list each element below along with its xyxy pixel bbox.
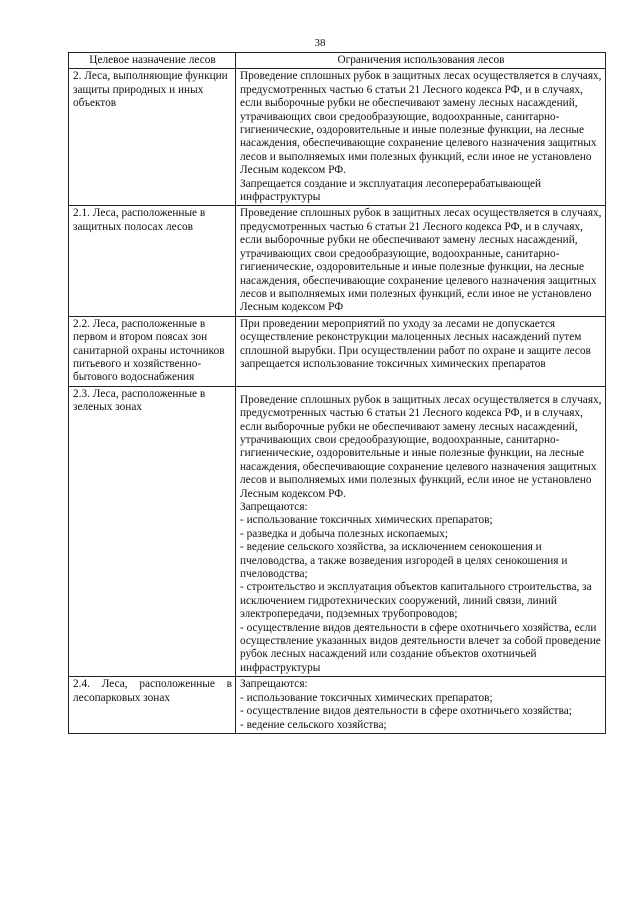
purpose-cell: 2.2. Леса, расположенные в первом и втором поясах зон санитарной охраны источников питьевого и хозяйственно-бытового водоснабжения (69, 316, 236, 386)
restriction-list-item: - ведение сельского хозяйства; (240, 718, 387, 731)
restrictions-cell (236, 69, 606, 206)
column-header-restrictions: Ограничения использования лесов (236, 53, 606, 69)
table-row (69, 677, 606, 734)
restriction-list-item: - использование токсичных химических препаратов; (240, 691, 493, 704)
restriction-text: Проведение сплошных рубок в защитных лесах осуществляется в случаях, предусмотренных частью 6 статьи 21 Лесного кодекса РФ, и в случаях, если выборочные рубки не обеспечивают замену лесных насаждений, утрачивающих свои средообразующие, водоохранные, санитарно-гигиенические, оздоровительные и иные полезные функции, на лесные насаждения, обеспечивающие сохранение целевого назначения защитных лесов и выполняемых ими полезных функций, если иное не установлено Лесным кодексом РФ. (240, 70, 602, 177)
restrictions-cell (236, 386, 606, 677)
column-header-purpose: Целевое назначение лесов (69, 53, 236, 69)
restriction-list-item: - осуществление видов деятельности в сфере охотничьего хозяйства; (240, 705, 572, 718)
restrictions-cell (236, 206, 606, 316)
table-row (69, 206, 606, 316)
restriction-list-item: - использование токсичных химических препаратов; (240, 514, 493, 527)
restriction-text: При проведении мероприятий по уходу за лесами не допускается осуществление реконструкции малоценных лесных насаждений путем сплошной вырубки. При осуществлении работ по охране и защите лесов запрещается использование токсичных химических препаратов (240, 317, 591, 370)
purpose-cell: 2. Леса, выполняющие функции защиты природных и иных объектов (69, 69, 236, 206)
restriction-list-item: - ведение сельского хозяйства, за исключением сенокошения и пчеловодства, а также возведения изгородей в целях сенокошения и пчеловодства; (240, 541, 568, 581)
restriction-list-item: - строительство и эксплуатация объектов капитального строительства, за исключением гидротехнических сооружений, линий связи, линий электропередачи, подземных трубопроводов; (240, 581, 592, 621)
restriction-text: Запрещается создание и эксплуатация лесоперерабатывающей инфраструктуры (240, 177, 542, 204)
restriction-heading: Запрещаются: (240, 501, 308, 513)
purpose-cell: 2.3. Леса, расположенные в зеленых зонах (69, 386, 236, 677)
restriction-text: Проведение сплошных рубок в защитных лесах осуществляется в случаях, предусмотренных частью 6 статьи 21 Лесного кодекса РФ, и в случаях, если выборочные рубки не обеспечивают замену лесных насаждений, утрачивающих свои средообразующие, водоохранные, санитарно-гигиенические, оздоровительные и иные полезные функции, на лесные насаждения, обеспечивающие сохранение целевого назначения защитных лесов и выполняемых ими полезных функций, если иное не установлено Лесным кодексом РФ. (240, 393, 602, 500)
purpose-cell: 2.4. Леса, расположенные в лесопарковых зонах (69, 677, 236, 734)
restrictions-cell (236, 677, 606, 734)
page-number: 38 (314, 37, 326, 49)
restrictions-cell (236, 316, 606, 386)
table-row (69, 316, 606, 386)
table-row (69, 386, 606, 677)
restriction-list-item: - разведка и добыча полезных ископаемых; (240, 527, 448, 540)
restriction-text: Проведение сплошных рубок в защитных лесах осуществляется в случаях, предусмотренных частью 6 статьи 21 Лесного кодекса РФ, и в случаях, если выборочные рубки не обеспечивают замену лесных насаждений, утрачивающих свои средообразующие, водоохранные, санитарно-гигиенические, оздоровительные и иные полезные функции, на лесные насаждения, обеспечивающие сохранение целевого назначения защитных лесов и выполняемых ими полезных функций, если иное не установлено Лесным кодексом РФ (240, 207, 602, 314)
table-header-row (69, 53, 606, 69)
restriction-list-item: - осуществление видов деятельности в сфере охотничьего хозяйства, если осуществление указанных видов деятельности влечет за собой проведение рубок лесных насаждений или создание объектов охотничьей инфраструктуры (240, 621, 601, 674)
table-row (69, 69, 606, 206)
purpose-cell: 2.1. Леса, расположенные в защитных полосах лесов (69, 206, 236, 316)
forest-restrictions-table (68, 52, 606, 734)
restriction-heading: Запрещаются: (240, 678, 308, 691)
